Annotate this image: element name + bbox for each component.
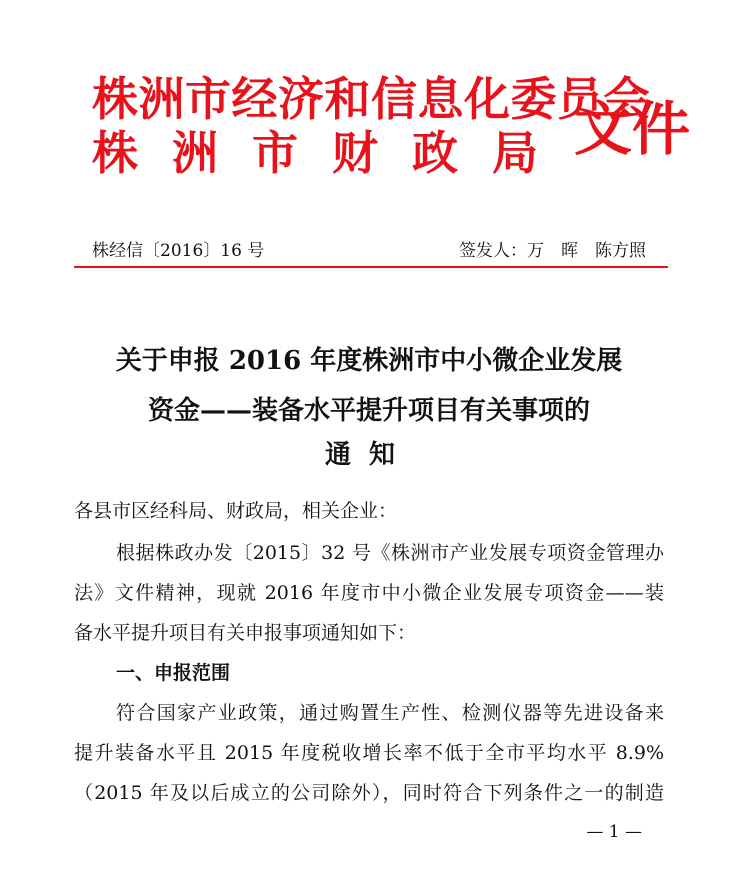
paragraph-1-line-2: 法》文件精神，现就 2016 年度市中小微企业发展专项资金——装 xyxy=(74,582,664,604)
issuing-org-line1: 株洲市经济和信息化委员会 xyxy=(92,72,650,126)
paragraph-1-line-3: 备水平提升项目有关申报事项通知如下： xyxy=(74,622,417,644)
document-number: 株经信〔2016〕16 号 xyxy=(92,241,265,261)
paragraph-1-line-1: 根据株政办发〔2015〕32 号《株洲市产业发展专项资金管理办 xyxy=(116,542,664,564)
section-heading-1: 一、申报范围 xyxy=(116,662,231,684)
paragraph-2-line-1: 符合国家产业政策，通过购置生产性、检测仪器等先进设备来 xyxy=(116,702,664,724)
title-line1: 关于申报 2016 年度株洲市中小微企业发展 xyxy=(115,346,623,376)
page-number: — 1 — xyxy=(586,822,642,842)
signer-line: 签发人：万 晖 陈方照 xyxy=(459,241,646,261)
paragraph-2-line-2: 提升装备水平且 2015 年度税收增长率不低于全市平均水平 8.9% xyxy=(74,742,664,764)
title-line2: 资金——装备水平提升项目有关事项的 xyxy=(147,396,590,426)
paragraph-2-line-3: （2015 年及以后成立的公司除外），同时符合下列条件之一的制造 xyxy=(74,782,664,804)
title-line3: 通知 xyxy=(324,440,413,470)
red-divider xyxy=(74,266,668,268)
recipients-line: 各县市区经科局、财政局，相关企业： xyxy=(74,500,398,522)
issuing-org-line2: 株洲市财政局 xyxy=(92,126,572,180)
document-type-label: 文件 xyxy=(574,95,691,163)
